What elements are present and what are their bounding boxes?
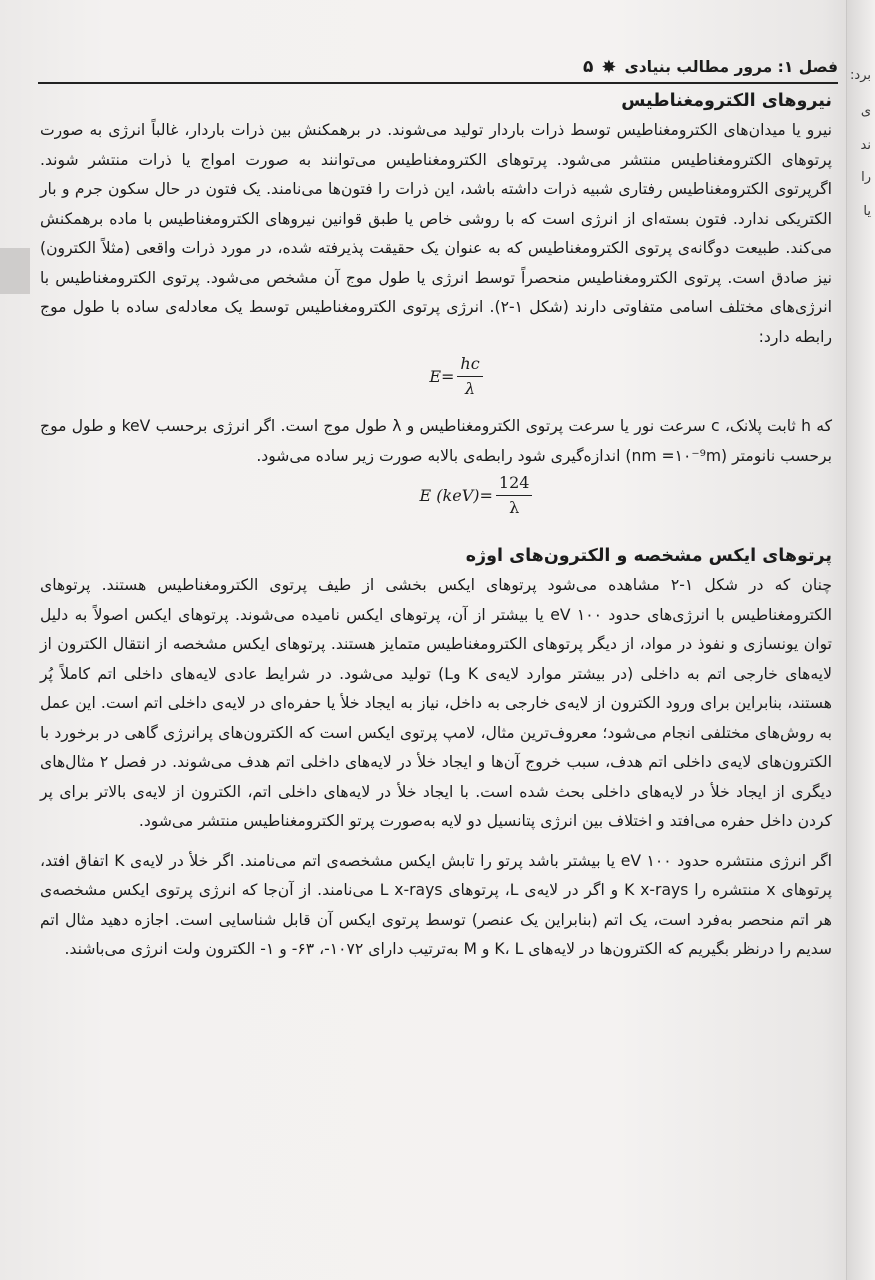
formula-fraction	[457, 352, 482, 401]
facing-page-glyph: ی	[860, 104, 871, 119]
facing-page-edge	[846, 0, 875, 1280]
facing-page-glyph: یا	[863, 204, 871, 219]
star-ornament-icon: ✸	[601, 56, 617, 78]
section-title-xray-auger: پرتوهای ایکس مشخصه و الکترون‌های اوژه	[465, 546, 832, 566]
section-title-electromagnetic-forces: نیروهای الکترومغناطیس	[621, 91, 832, 111]
formula-lhs: E (keV)	[419, 485, 480, 505]
formula-numerator: 124	[496, 471, 533, 496]
formula-fraction	[496, 471, 533, 520]
formula-energy-kev	[40, 471, 832, 533]
paragraph-xray-shells: اگر انرژی منتشره حدود ۱۰۰ eV یا بیشتر باشد پرتو را تابش ایکس مشخصه‌ی اتم می‌نامند. اگر خلأ در لایه‌ی K اتفاق افتد، پرتوهای x منتشره را K x-rays و اگر در لایه‌ی L، پرتوهای L x-rays می‌نامند. از آن‌جا که انرژی پرتوی ایکس مشخصه‌ی هر اتم منحصر به‌فرد است، یک اتم (بنابراین یک عنصر) توسط پرتوی ایکس آن قابل شناسایی است. اجازه دهید مثال اتم سدیم را درنظر بگیریم که الکترون‌ها در لایه‌های K، L و M به‌ترتیب دارای ۱۰۷۲-، ۶۳- و ۱- الکترون ولت انرژی می‌باشند.	[40, 851, 833, 958]
page-number: ۵	[583, 57, 594, 77]
facing-page-glyph: برد:	[850, 68, 871, 83]
facing-page-glyph: ند	[860, 138, 871, 153]
paragraph-characteristic-xrays: چنان که در شکل ۱-۲ مشاهده می‌شود پرتوهای ایکس بخشی از طیف پرتوی الکترومغناطیس هستند. پرتوهای الکترومغناطیس با انرژی‌های حدود ۱۰۰ eV یا بیشتر از آن، پرتوهای ایکس نامیده می‌شوند. پرتوهای ایکس اصولاً به دلیل توان یونسازی و نفوذ در مواد، از دیگر پرتوهای الکترومغناطیس متمایز هستند. پرتوهای ایکس مشخصه از انتقال الکترون از لایه‌های خارجی اتم به داخلی (در بیشتر موارد لایه‌ی K وL) تولید می‌شود. در شرایط عادی لایه‌های داخلی اتم کاملاً پُر هستند، بنابراین برای ورود الکترون از لایه‌ی خارجی به داخل، نیاز به ایجاد خلأ یا حفره‌ای در لایه‌ی داخلی اتم است. این عمل به روش‌های مختلفی انجام می‌شود؛ معروف‌ترین مثال، لامپ پرتوی ایکس است که الکترون‌های پرانرژی گاهی در برخورد با الکترون‌های لایه‌ی داخلی اتم هدف، سبب خروج آن‌ها و ایجاد خلأ در لایه‌های داخلی اتم هدف می‌شوند. در فصل ۲ مثال‌های دیگری از ایجاد خلأ در لایه‌های داخلی بحث شده است. با ایجاد خلأ در لایه‌های داخلی اتم، الکترون از لایه‌ی بالاتر برای پر کردن داخل حفره می‌افتد و اختلاف بین انرژی پتانسیل دو لایه به‌صورت پرتو الکترومغناطیس منتشر می‌شود.	[40, 576, 832, 830]
formula-numerator: hc	[457, 352, 482, 377]
formula-energy-wavelength	[40, 352, 832, 412]
page-body	[40, 82, 832, 965]
chapter-title: فصل ۱: مرور مطالب بنیادی	[624, 58, 838, 76]
thumb-index-tab	[0, 248, 30, 294]
paragraph-electromagnetic: نیرو یا میدان‌های الکترومغناطیس توسط ذرات باردار تولید می‌شوند. در برهمکنش بین ذرات باردار، غالباً انرژی به صورت پرتوهای الکترومغناطیس منتشر می‌شود. پرتوهای الکترومغناطیس می‌توانند به صورت امواج یا ذرات منتشر شوند. اگرپرتوی الکترومغناطیس رفتاری شبیه ذرات داشته باشد، این ذرات را فتون‌ها می‌نامند. یک فتون در حال سکون جرم و بار الکتریکی ندارد. فتون بسته‌ای از انرژی است که با روشی خاص یا طبق قوانین نیروهای الکترومغناطیس با ماده برهمکنش می‌کند. طبیعت دوگانه‌ی پرتوی الکترومغناطیس که به عنوان یک حقیقت پذیرفته شده، در مورد ذرات واقعی (مثلاً الکترون) نیز صادق است. پرتوی الکترومغناطیس منحصراً توسط انرژی یا طول موج آن مشخص می‌شود. پرتوی الکترومغناطیس با انرژی‌های مختلف اسامی متفاوتی دارند (شکل ۱-۲). انرژی پرتوی الکترومغناطیس توسط یک معادله‌ی ساده با طول موج رابطه دارد:	[40, 121, 832, 346]
formula-equals: =	[441, 366, 455, 386]
formula-equals: =	[479, 485, 493, 505]
paragraph-planck: که h ثابت پلانک، c سرعت نور یا سرعت پرتوی الکترومغناطیس و λ طول موج است. اگر انرژی برحسب keV و طول موج برحسب نانومتر (nm =۱۰⁻⁹m) اندازه‌گیری شود رابطه‌ی بالابه صورت زیر ساده می‌شود.	[40, 417, 832, 465]
formula-lhs: E	[429, 366, 441, 386]
facing-page-glyph: را	[861, 170, 871, 185]
formula-denominator: λ	[464, 379, 476, 398]
formula-denominator: λ	[509, 498, 520, 517]
running-header	[38, 52, 838, 84]
